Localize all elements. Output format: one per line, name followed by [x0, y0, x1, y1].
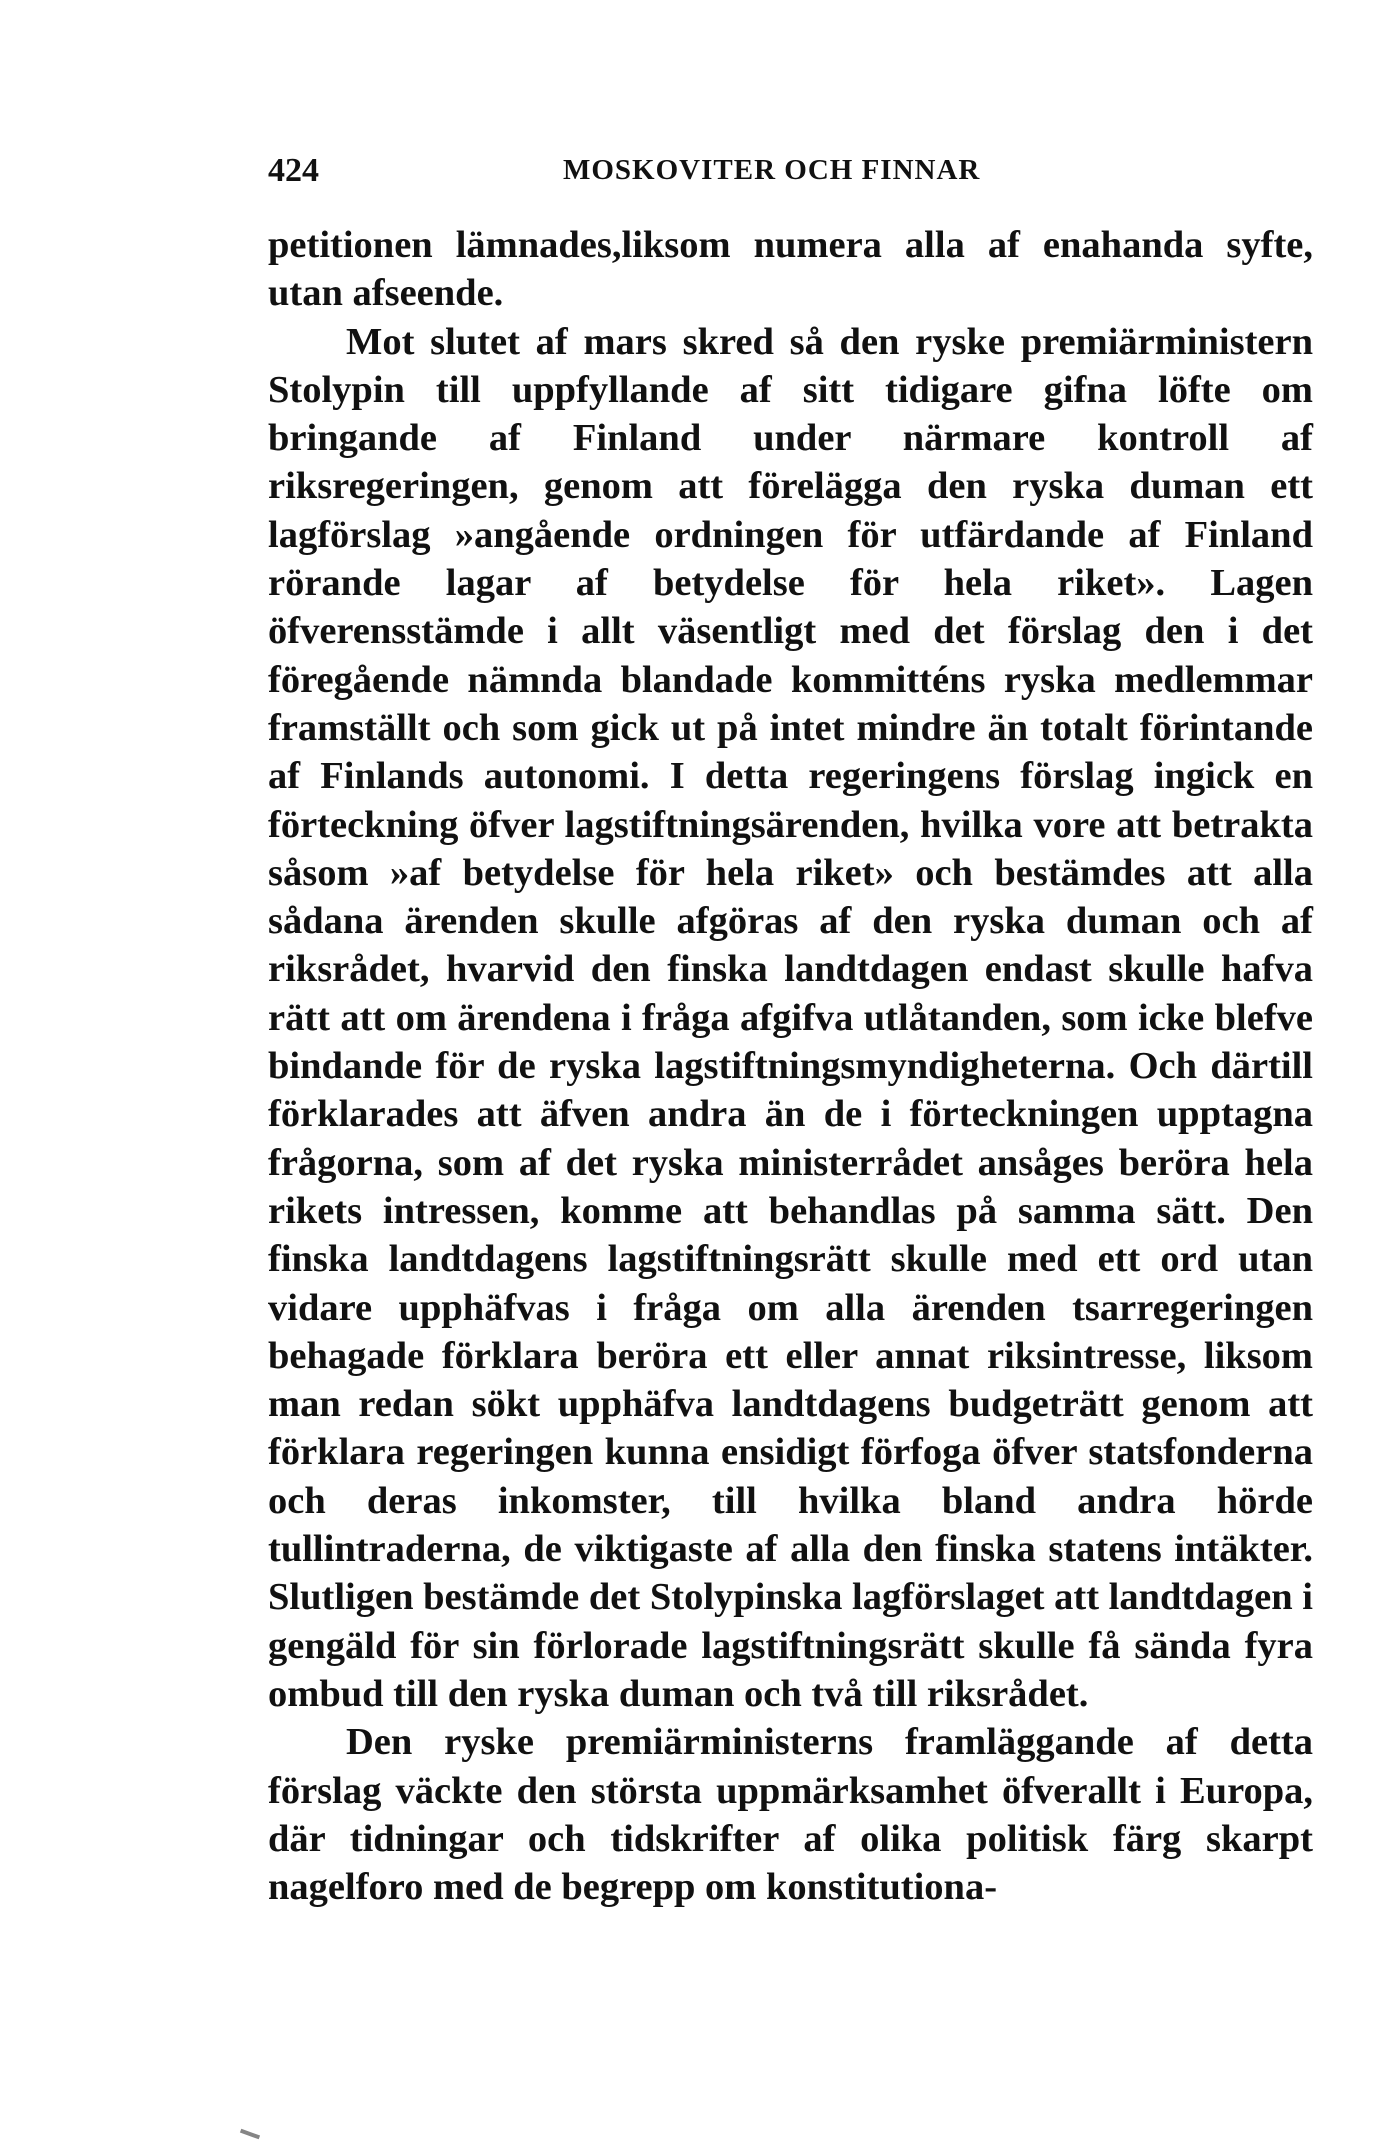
paragraph-continuation: petitionen lämnades,liksom numera alla af enahanda syfte, utan afseende.	[268, 224, 1313, 315]
page-number: 424	[268, 152, 319, 189]
running-title: MOSKOVITER OCH FINNAR	[563, 154, 981, 186]
scan-smudge	[240, 2129, 260, 2140]
paragraph-european-reaction: Den ryske premiärministerns framläggande af detta förslag väckte den största uppmärksamhet öfverallt i Europa, där tidningar och tidskrifter af olika politisk färg skarpt nagelforo med de begrepp om konstitutiona-	[268, 1721, 1313, 1909]
page-header	[268, 152, 1313, 192]
text-body	[268, 221, 1313, 1911]
paragraph-stolypin-proposal: Mot slutet af mars skred så den ryske premiärministern Stolypin till uppfyllande af sitt tidigare gifna löfte om bringande af Finland under närmare kontroll af riksregeringen, genom att förelägga den ryska duman ett lagförslag »angående ordningen för utfärdande af Finland rörande lagar af betydelse för hela riket». Lagen öfverensstämde i allt väsentligt med det förslag den i det föregående nämnda blandade kommitténs ryska medlemmar framställt och som gick ut på intet mindre än totalt förintande af Finlands autonomi. I detta regeringens förslag ingick en förteckning öfver lagstiftningsärenden, hvilka vore att betrakta såsom »af betydelse för hela riket» och bestämdes att alla sådana ärenden skulle afgöras af den ryska duman och af riksrådet, hvarvid den finska landtdagen endast skulle hafva rätt att om ärendena i fråga afgifva utlåtanden, som icke blefve bindande för de ryska lagstiftningsmyndigheterna. Och därtill förklarades att äfven andra än de i förteckningen upptagna frågorna, som af det ryska ministerrådet ansåges beröra hela rikets intressen, komme att behandlas på samma sätt. Den finska landtdagens lagstiftningsrätt skulle med ett ord utan vidare upphäfvas i fråga om alla ärenden tsarregeringen behagade förklara beröra ett eller annat riksintresse, liksom man redan sökt upphäfva landtdagens budgeträtt genom att förklara regeringen kunna ensidigt förfoga öfver statsfonderna och deras inkomster, till hvilka bland andra hörde tullintraderna, de viktigaste af alla den finska statens intäkter. Slutligen bestämde det Stolypinska lagförslaget att landtdagen i gengäld för sin förlorade lagstiftningsrätt skulle få sända fyra ombud till den ryska duman och två till riksrådet.	[268, 320, 1313, 1715]
